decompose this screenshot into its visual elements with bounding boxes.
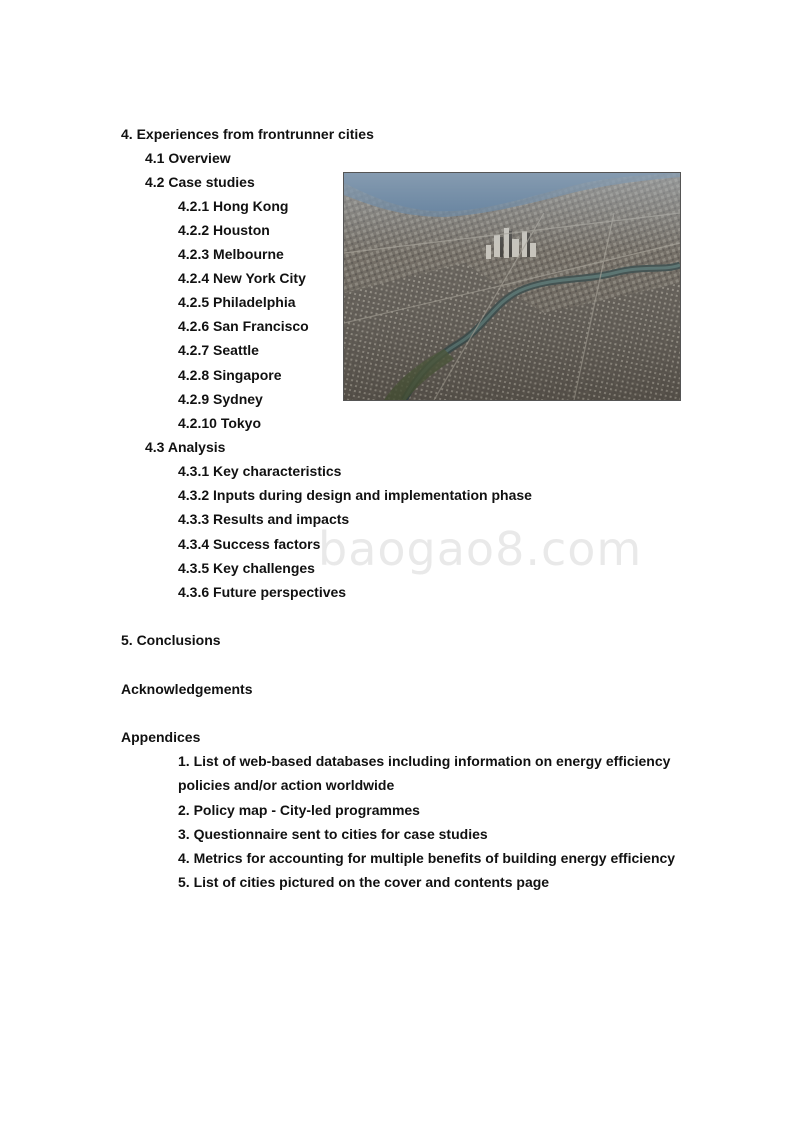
toc-analysis: 4.3 Analysis bbox=[145, 439, 226, 455]
toc-case-item: 4.2.9 Sydney bbox=[178, 391, 263, 407]
toc-case-item: 4.2.5 Philadelphia bbox=[178, 294, 296, 310]
toc-case-item: 4.2.8 Singapore bbox=[178, 367, 282, 383]
toc-analysis-item: 4.3.2 Inputs during design and implementation phase bbox=[178, 487, 532, 503]
toc-analysis-item: 4.3.3 Results and impacts bbox=[178, 511, 350, 527]
toc-analysis-item: 4.3.1 Key characteristics bbox=[178, 463, 342, 479]
toc-appendix-item: policies and/or action worldwide bbox=[178, 777, 395, 793]
toc-appendices: Appendices bbox=[121, 729, 201, 745]
toc-case-item: 4.2.7 Seattle bbox=[178, 342, 259, 358]
toc-case-item: 4.2.4 New York City bbox=[178, 270, 306, 286]
toc-conclusions: 5. Conclusions bbox=[121, 632, 221, 648]
watermark-text: baogao8.com bbox=[318, 522, 643, 576]
toc-appendix-item: 2. Policy map - City-led programmes bbox=[178, 802, 420, 818]
toc-appendix-item: 3. Questionnaire sent to cities for case studies bbox=[178, 826, 488, 842]
toc-case-item: 4.2.6 San Francisco bbox=[178, 318, 309, 334]
toc-analysis-item: 4.3.6 Future perspectives bbox=[178, 584, 347, 600]
toc-case-item: 4.2.1 Hong Kong bbox=[178, 198, 289, 214]
toc-overview: 4.1 Overview bbox=[145, 150, 231, 166]
toc-acknowledgements: Acknowledgements bbox=[121, 681, 253, 697]
toc-case-item: 4.2.10 Tokyo bbox=[178, 415, 262, 431]
toc-case-item: 4.2.2 Houston bbox=[178, 222, 270, 238]
toc-section-4-title: 4. Experiences from frontrunner cities bbox=[121, 126, 374, 142]
toc-appendix-item: 4. Metrics for accounting for multiple benefits of building energy efficiency bbox=[178, 850, 676, 866]
aerial-city-photo bbox=[343, 172, 681, 401]
toc-appendix-item: 1. List of web-based databases including information on energy efficiency bbox=[178, 753, 671, 769]
toc-analysis-item: 4.3.5 Key challenges bbox=[178, 560, 315, 576]
toc-case-item: 4.2.3 Melbourne bbox=[178, 246, 284, 262]
toc-case-studies: 4.2 Case studies bbox=[145, 174, 255, 190]
toc-analysis-item: 4.3.4 Success factors bbox=[178, 536, 321, 552]
toc-appendix-item: 5. List of cities pictured on the cover and contents page bbox=[178, 874, 550, 890]
